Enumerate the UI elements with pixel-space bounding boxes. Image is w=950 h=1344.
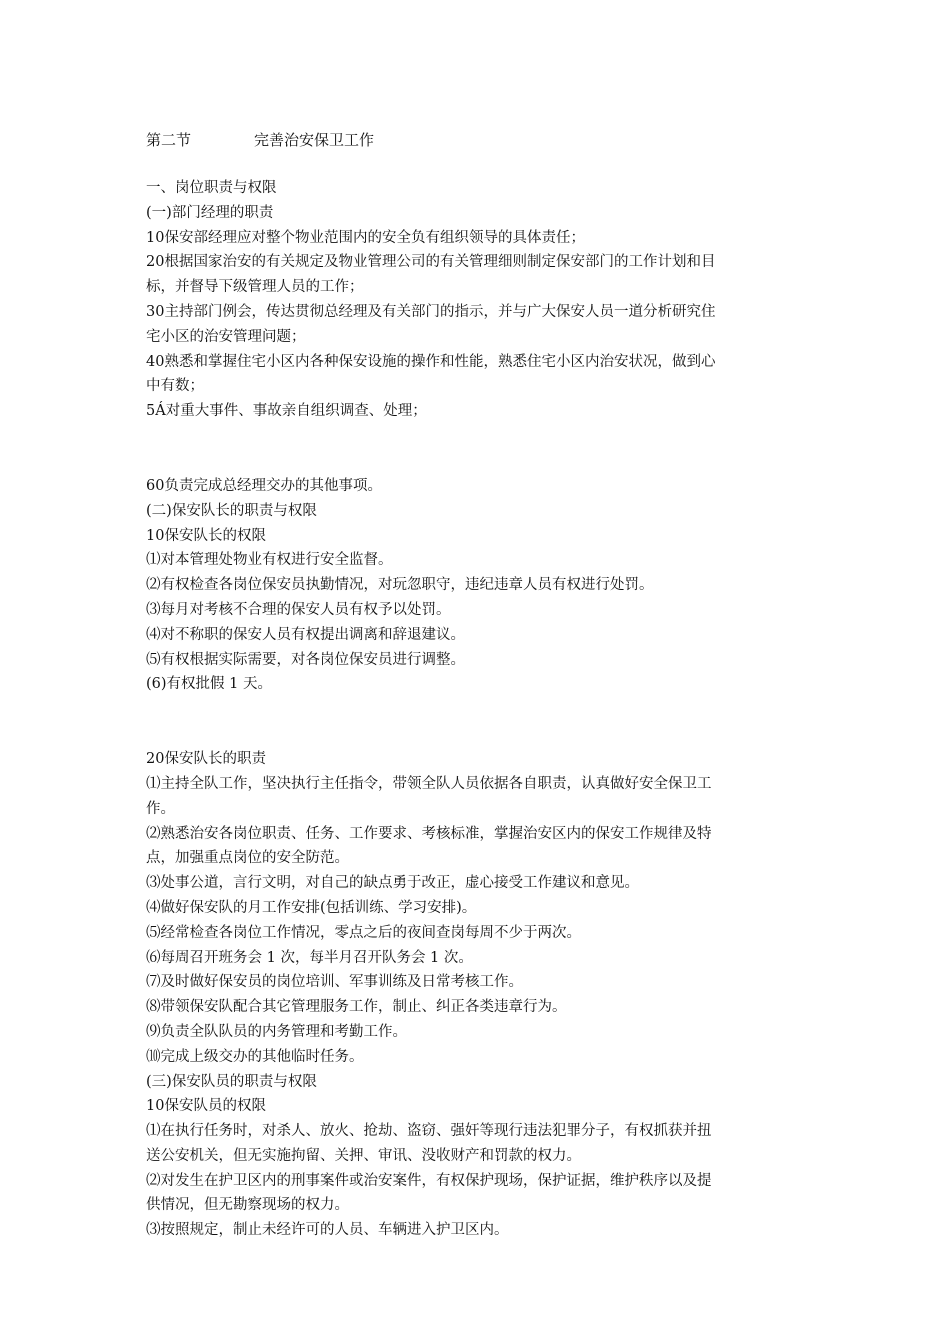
spacer [146, 424, 826, 474]
block-captain-powers [146, 474, 826, 697]
spacer [146, 697, 826, 747]
spacer [146, 152, 826, 176]
paragraph-line: 宅小区的治安管理问题； [146, 328, 306, 345]
paragraph-line: 标，并督导下级管理人员的工作； [146, 279, 364, 296]
paragraph-line: 10保安队长的权限 [146, 527, 266, 544]
paragraph-line: ⑶按照规定，制止未经许可的人员、车辆进入护卫区内。 [146, 1222, 509, 1239]
section-title: 完善治安保卫工作 [254, 131, 375, 149]
paragraph-line: ⑷做好保安队的月工作安排(包括训练、学习安排)。 [146, 899, 477, 916]
paragraph-line: ⑽完成上级交办的其他临时任务。 [146, 1048, 364, 1065]
paragraph-line: 10保安队员的权限 [146, 1098, 266, 1115]
paragraph-line: ⑶处事公道，言行文明，对自己的缺点勇于改正，虚心接受工作建议和意见。 [146, 875, 639, 892]
paragraph-line: (二)保安队长的职责与权限 [146, 502, 317, 519]
document-page [146, 128, 826, 1243]
paragraph-line: 一、岗位职责与权限 [146, 180, 277, 196]
paragraph-line: ⑴主持全队工作，坚决执行主任指令，带领全队人员依据各自职责，认真做好安全保卫工 [146, 775, 712, 792]
paragraph-line: 30主持部门例会，传达贯彻总经理及有关部门的指示，并与广大保安人员一道分析研究住 [146, 303, 716, 320]
paragraph-line: ⑵有权检查各岗位保安员执勤情况，对玩忽职守，违纪违章人员有权进行处罚。 [146, 577, 654, 594]
paragraph-line: (三)保安队员的职责与权限 [146, 1073, 317, 1090]
paragraph-line: ⑷对不称职的保安人员有权提出调离和辞退建议。 [146, 626, 465, 643]
paragraph-line: (一)部门经理的职责 [146, 204, 274, 221]
paragraph-line: ⑶每月对考核不合理的保安人员有权予以处罚。 [146, 601, 451, 618]
paragraph-line: 60负责完成总经理交办的其他事项。 [146, 477, 382, 494]
paragraph-line: (6)有权批假 1 天。 [146, 676, 272, 693]
paragraph-line: ⑼负责全队队员的内务管理和考勤工作。 [146, 1023, 407, 1040]
paragraph-line: 供情况，但无勘察现场的权力。 [146, 1197, 349, 1214]
paragraph-line: ⑵熟悉治安各岗位职责、任务、工作要求、考核标准，掌握治安区内的保安工作规律及特 [146, 825, 712, 842]
paragraph-line: 10保安部经理应对整个物业范围内的安全负有组织领导的具体责任； [146, 229, 585, 246]
paragraph-line: 20保安队长的职责 [146, 751, 266, 768]
paragraph-line: 送公安机关，但无实施拘留、关押、审讯、没收财产和罚款的权力。 [146, 1147, 581, 1164]
block-captain-duties-and-guards [146, 747, 826, 1243]
paragraph-line: 20根据国家治安的有关规定及物业管理公司的有关管理细则制定保安部门的工作计划和目 [146, 254, 716, 271]
paragraph-line: ⑸有权根据实际需要，对各岗位保安员进行调整。 [146, 651, 465, 668]
paragraph-line: ⑴在执行任务时，对杀人、放火、抢劫、盗窃、强奸等现行违法犯罪分子，有权抓获并扭 [146, 1123, 712, 1140]
paragraph-line: ⑵对发生在护卫区内的刑事案件或治安案件，有权保护现场，保护证据，维护秩序以及提 [146, 1172, 712, 1189]
paragraph-line: ⑻带领保安队配合其它管理服务工作，制止、纠正各类违章行为。 [146, 999, 567, 1016]
section-heading [146, 128, 826, 152]
section-number: 第二节 [146, 131, 192, 149]
paragraph-line: 中有数； [146, 378, 204, 395]
paragraph-line: 40熟悉和掌握住宅小区内各种保安设施的操作和性能，熟悉住宅小区内治安状况，做到心 [146, 353, 716, 370]
paragraph-line: ⑹每周召开班务会 1 次，每半月召开队务会 1 次。 [146, 949, 473, 966]
paragraph-line: 作。 [146, 800, 175, 817]
paragraph-line: 点，加强重点岗位的安全防范。 [146, 850, 349, 867]
block-department-manager [146, 176, 826, 424]
paragraph-line: ⑴对本管理处物业有权进行安全监督。 [146, 552, 393, 569]
paragraph-line: 5Á对重大事件、事故亲自组织调查、处理； [146, 403, 427, 420]
paragraph-line: ⑺及时做好保安员的岗位培训、军事训练及日常考核工作。 [146, 974, 523, 991]
paragraph-line: ⑸经常检查各岗位工作情况，零点之后的夜间查岗每周不少于两次。 [146, 924, 581, 941]
